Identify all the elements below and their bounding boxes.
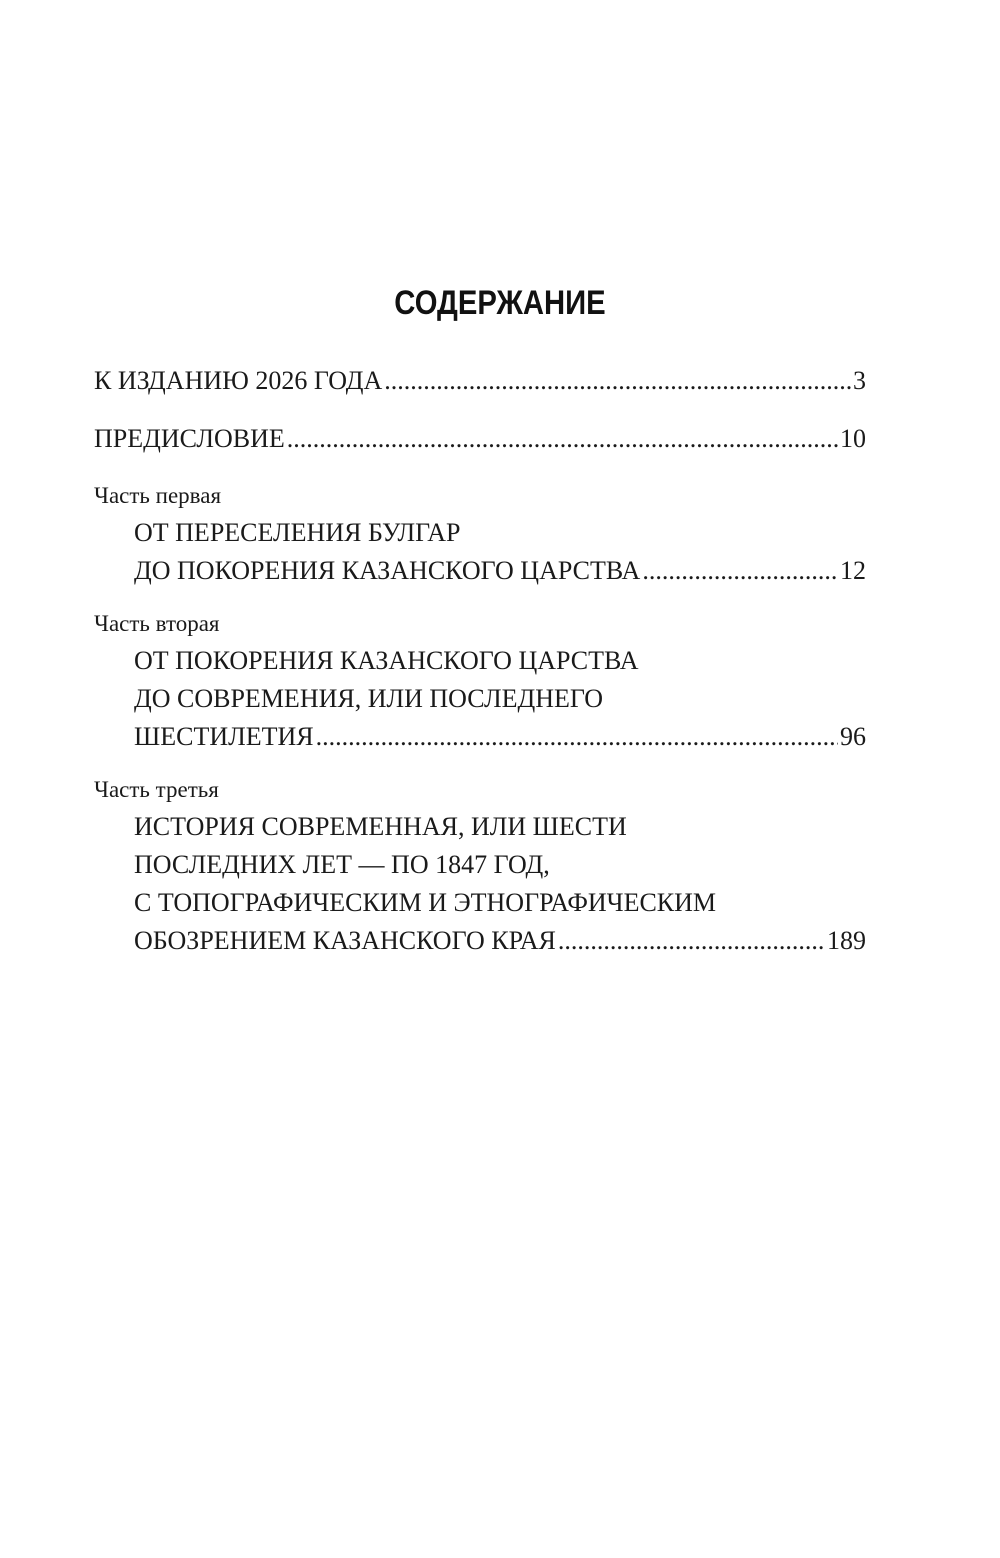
toc-part-1[interactable] [94,478,866,590]
toc-entry-line: ОТ ПЕРЕСЕЛЕНИЯ БУЛГАР [134,518,461,547]
toc-entry-title: ПРЕДИСЛОВИЕ [94,424,285,453]
toc-entry-line: ОБОЗРЕНИЕМ КАЗАНСКОГО КРАЯ [134,926,556,955]
dot-leader [316,718,838,756]
toc-entry-line: ПОСЛЕДНИХ ЛЕТ — ПО 1847 ГОД, [134,850,550,879]
part-label: Часть вторая [94,611,220,636]
toc-entry-preface[interactable] [94,420,866,458]
toc-page-number: 3 [853,366,866,395]
toc-entry-last-line [94,552,866,590]
part-label: Часть третья [94,777,219,802]
page-title: СОДЕРЖАНИЕ [394,284,606,322]
toc-entry-line: С ТОПОГРАФИЧЕСКИМ И ЭТНОГРАФИЧЕСКИМ [134,888,717,917]
toc-entry-line: ШЕСТИЛЕТИЯ [134,722,314,751]
toc-page-number: 10 [840,424,866,453]
dot-leader [558,922,825,960]
toc-entry-edition[interactable] [94,362,866,400]
toc-page-number: 96 [840,722,866,751]
toc-part-2[interactable] [94,606,866,756]
toc-entry-title: К ИЗДАНИЮ 2026 ГОДА [94,366,383,395]
toc-entry-last-line [94,922,866,960]
dot-leader [642,552,838,590]
toc-page-number: 12 [840,556,866,585]
toc-entry-line: ДО СОВРЕМЕНИЯ, ИЛИ ПОСЛЕДНЕГО [134,684,604,713]
toc-page-number: 189 [827,926,866,955]
part-label: Часть первая [94,483,222,508]
toc-part-3[interactable] [94,772,866,960]
toc-entry-last-line [94,718,866,756]
toc-entry-line: ДО ПОКОРЕНИЯ КАЗАНСКОГО ЦАРСТВА [134,556,641,585]
dot-leader [287,420,838,458]
dot-leader [384,362,851,400]
table-of-contents [94,362,866,960]
toc-entry-line: ИСТОРИЯ СОВРЕМЕННАЯ, ИЛИ ШЕСТИ [134,812,627,841]
toc-entry-line: ОТ ПОКОРЕНИЯ КАЗАНСКОГО ЦАРСТВА [134,646,639,675]
